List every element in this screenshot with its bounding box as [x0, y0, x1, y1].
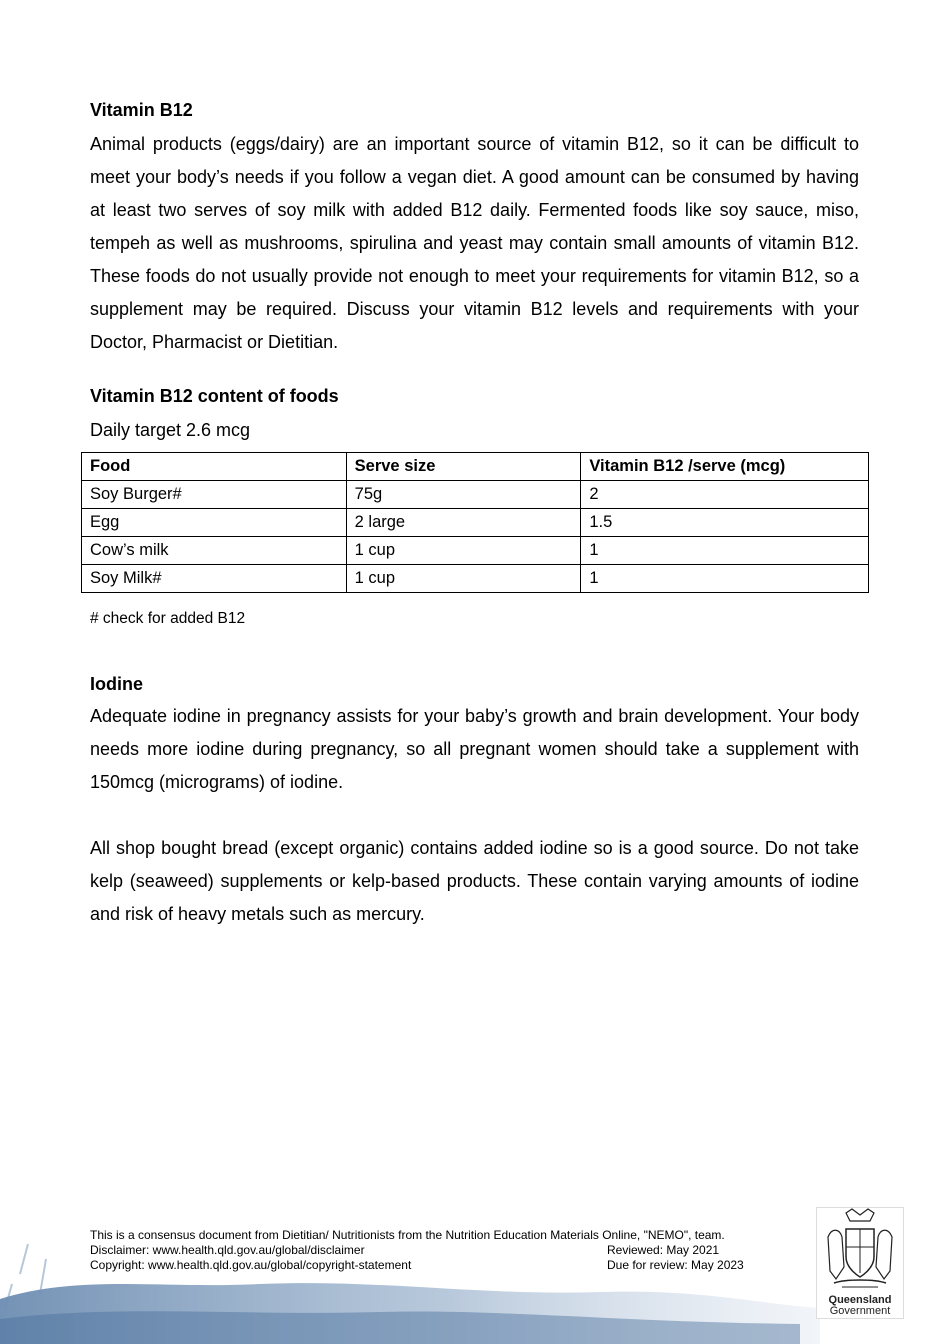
iodine-heading: Iodine [90, 674, 143, 694]
b12-table-heading: Vitamin B12 content of foods [90, 386, 339, 406]
table-row [82, 481, 869, 509]
cell-b12: 2 [581, 481, 869, 509]
footer-line-1: This is a consensus document from Dietitian/ Nutritionists from the Nutrition Education Materials Online, "NEMO", team. [90, 1228, 725, 1242]
footer [90, 1228, 744, 1273]
logo-text-queensland: Queensland [828, 1294, 892, 1306]
cell-serve: 2 large [346, 509, 581, 537]
cell-food: Cow’s milk [82, 537, 347, 565]
cell-serve: 75g [346, 481, 581, 509]
table-row [82, 509, 869, 537]
table-header-row [82, 453, 869, 481]
header-serve-size: Serve size [346, 453, 581, 481]
vitamin-b12-heading: Vitamin B12 [90, 100, 193, 120]
cell-b12: 1.5 [581, 509, 869, 537]
reviewed-text: Reviewed: May 2021 [607, 1243, 720, 1257]
cell-food: Egg [82, 509, 347, 537]
header-b12-per-serve: Vitamin B12 /serve (mcg) [581, 453, 869, 481]
footer-line-2 [90, 1243, 744, 1258]
cell-serve: 1 cup [346, 537, 581, 565]
cell-b12: 1 [581, 565, 869, 593]
vitamin-b12-paragraph: Animal products (eggs/dairy) are an important source of vitamin B12, so it can be difficult to meet your body’s needs if you follow a vegan diet. A good amount can be consumed by having at least two serves of soy milk with added B12 daily. Fermented foods like soy sauce, miso, tempeh as well as mushrooms, spirulina and yeast may contain small amounts of vitamin B12. These foods do not usually provide not enough to meet your requirements for vitamin B12, so a supplement may be required. Discuss your vitamin B12 levels and requirements with your Doctor, Pharmacist or Dietitian. [90, 134, 859, 352]
iodine-paragraph-1: Adequate iodine in pregnancy assists for your baby’s growth and brain development. Your body needs more iodine during pregnancy, so all pregnant women should take a supplement with 150mcg (micrograms) of iodine. [90, 706, 859, 792]
cell-serve: 1 cup [346, 565, 581, 593]
b12-food-table [81, 452, 869, 593]
iodine-paragraph-2: All shop bought bread (except organic) contains added iodine so is a good source. Do not take kelp (seaweed) supplements or kelp-based products. These contain varying amounts of iodine and risk of heavy metals such as mercury. [90, 838, 859, 924]
footer-line-3 [90, 1258, 744, 1273]
cell-food: Soy Milk# [82, 565, 347, 593]
logo-text-government: Government [829, 1305, 891, 1317]
cell-food: Soy Burger# [82, 481, 347, 509]
table-row [82, 537, 869, 565]
disclaimer-text: Disclaimer: www.health.qld.gov.au/global/disclaimer [90, 1243, 365, 1257]
daily-target: Daily target 2.6 mcg [90, 420, 251, 440]
cell-b12: 1 [581, 537, 869, 565]
header-food: Food [82, 453, 347, 481]
table-row [82, 565, 869, 593]
table-note: # check for added B12 [90, 610, 246, 627]
due-for-review-text: Due for review: May 2023 [607, 1258, 744, 1272]
copyright-text: Copyright: www.health.qld.gov.au/global/copyright-statement [90, 1258, 412, 1272]
